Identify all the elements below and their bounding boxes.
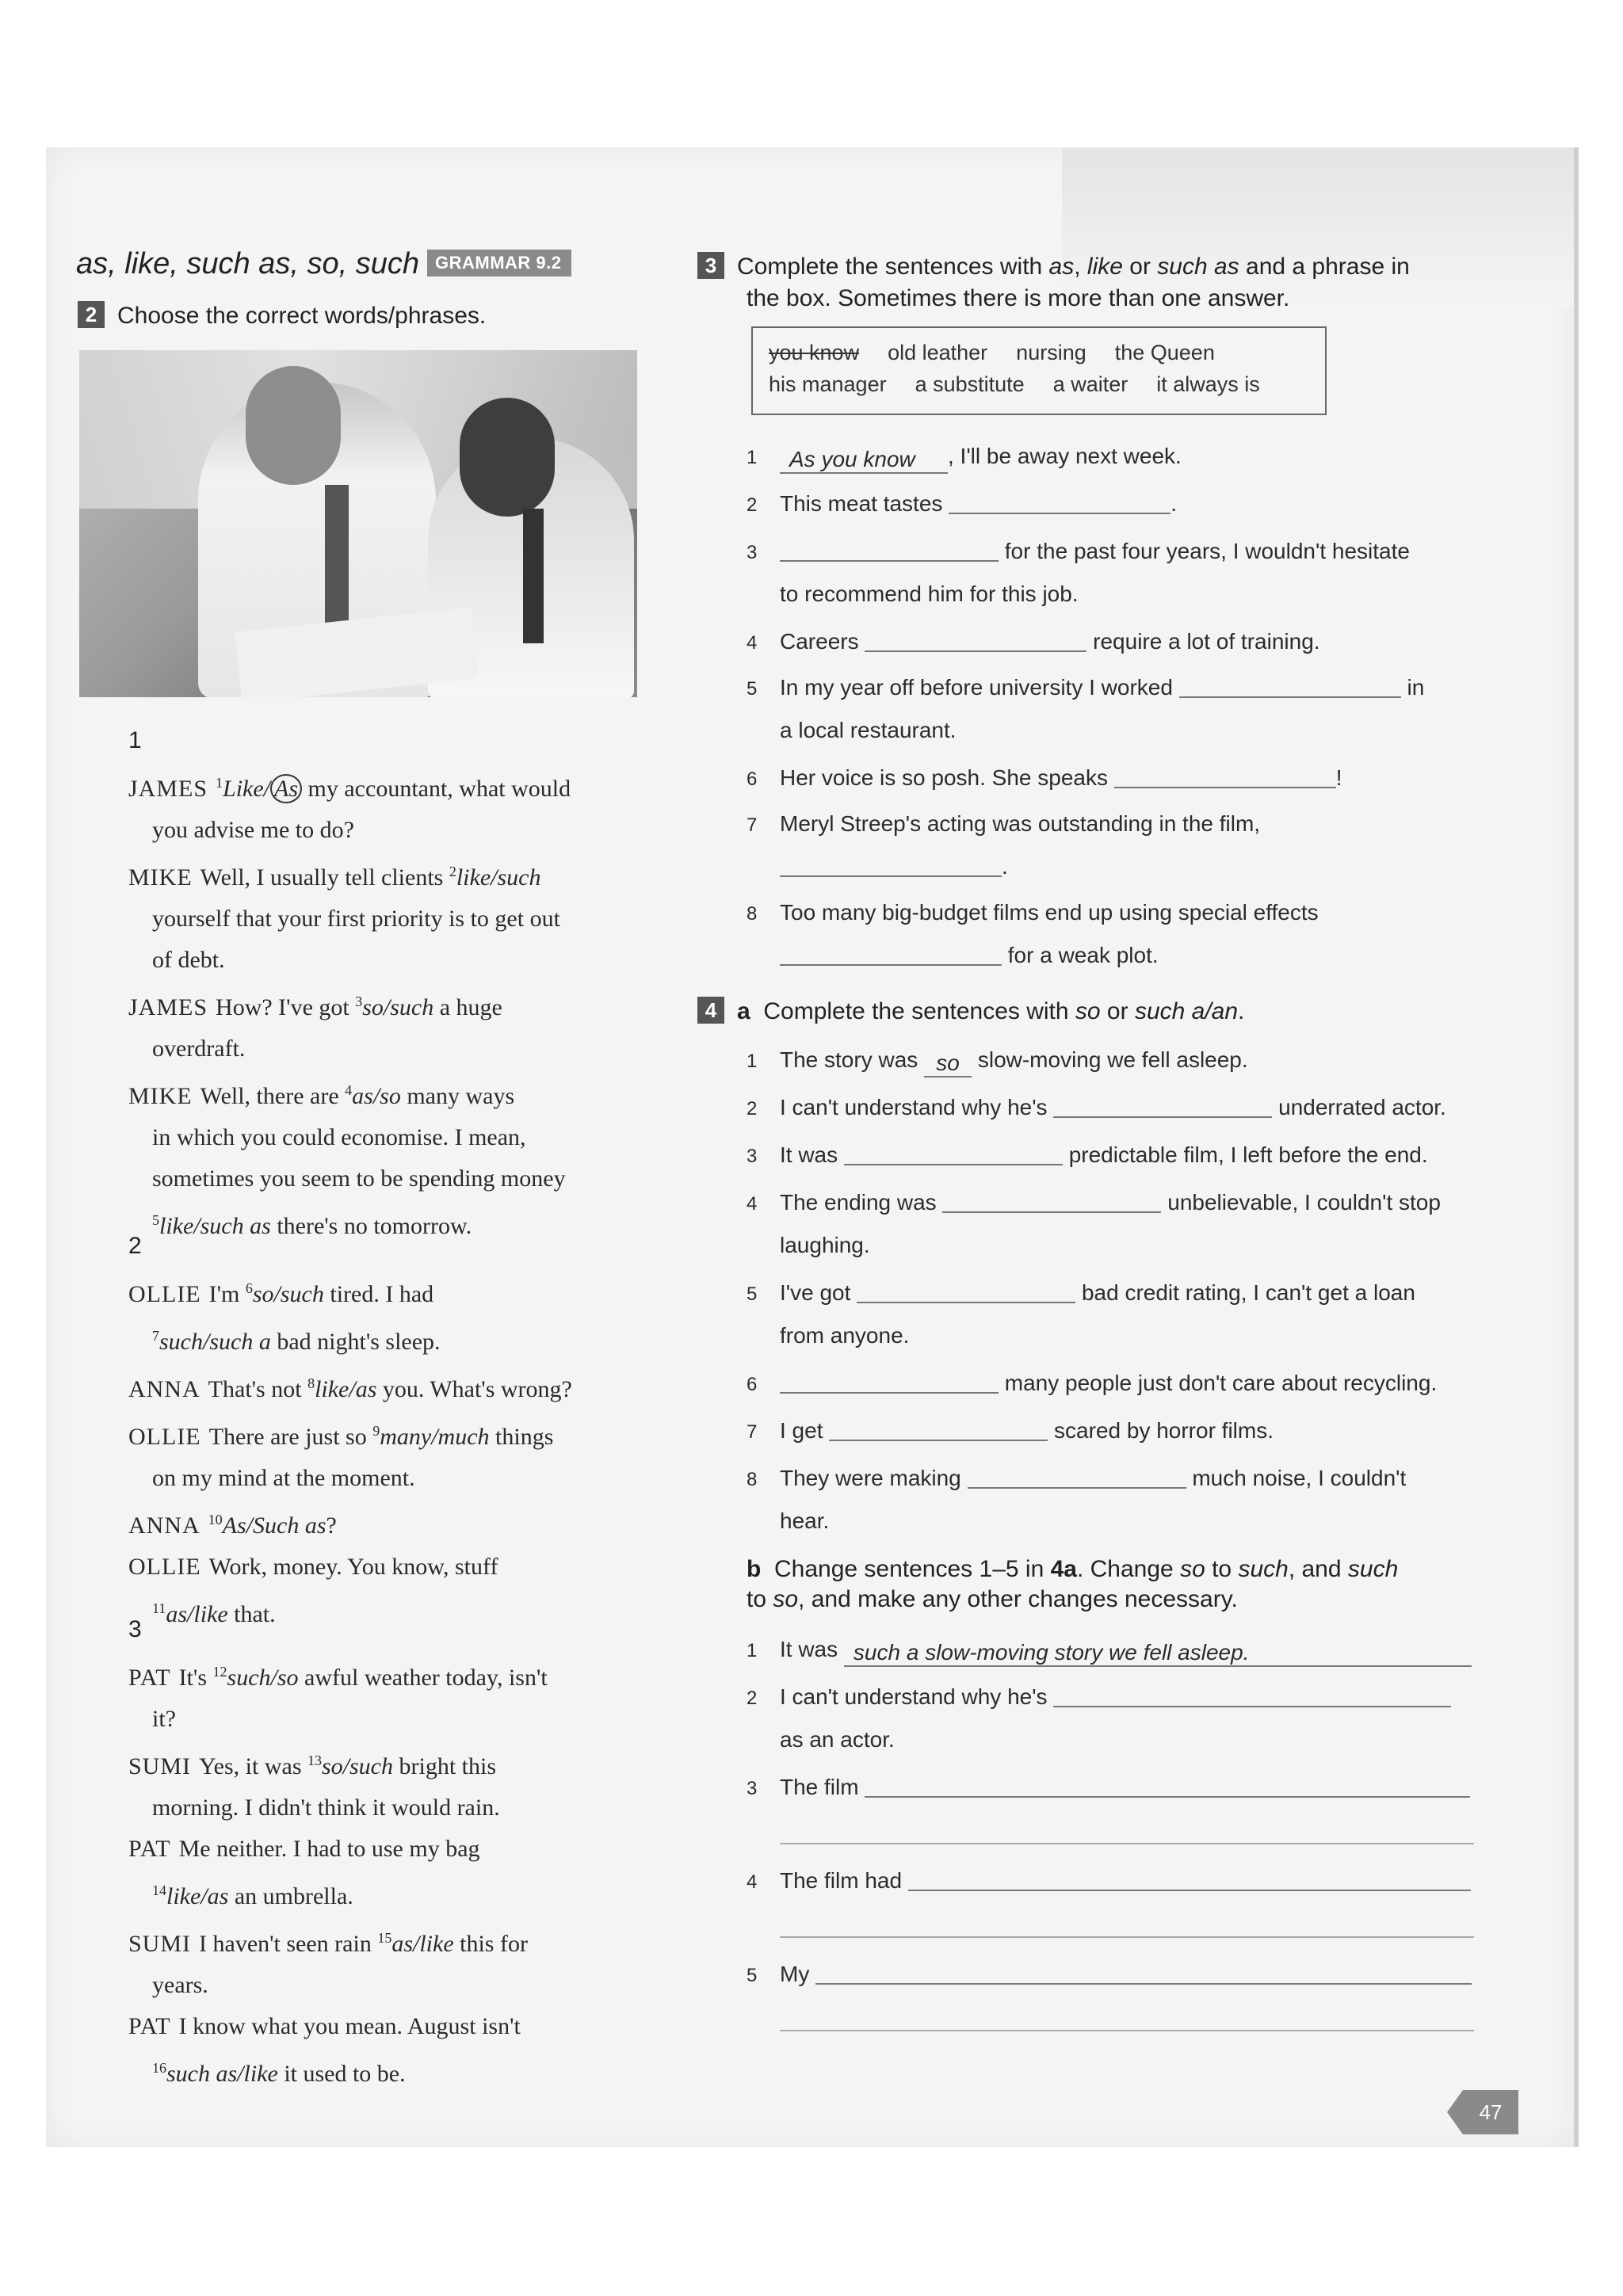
dialogue-line: ANNA $^{10}$As/Such as? — [128, 1512, 337, 1539]
answer-blank[interactable] — [1179, 696, 1401, 698]
word-box-item: his manager — [769, 372, 887, 396]
dialogue-1 — [128, 762, 571, 1247]
dialogue-line: $^{11}$as/like that. — [152, 1600, 276, 1627]
dialogue-line: OLLIE There are just so $^9$many/much things — [128, 1423, 554, 1450]
word-box-item: you know — [769, 341, 860, 364]
dialogue-line: PAT It's $^{12}$such/so awful weather today, isn't — [128, 1664, 548, 1691]
page-number: 47 — [1479, 2100, 1503, 2124]
exercise-4a-item: 8 They were making much noise, I couldn't — [747, 1466, 1407, 1490]
dialogue-line: yourself that your first priority is to get out — [152, 906, 560, 932]
answer-line[interactable]: such a slow-moving story we fell asleep. — [844, 1640, 1472, 1667]
answer-line[interactable] — [780, 2030, 1474, 2031]
exercise-3-item: 4 Careers require a lot of training. — [747, 629, 1320, 654]
dialogue-line: sometimes you seem to be spending money — [152, 1165, 566, 1192]
dialogue-line: SUMI I haven't seen rain $^{15}$as/like this for — [128, 1930, 528, 1957]
exercise-4b-instruction: b Change sentences 1–5 in 4a. Change so to such, and such — [747, 1556, 1399, 1582]
exercise-4b-item: 5 My — [747, 1962, 1472, 1987]
dialogue-line: MIKE Well, I usually tell clients $^2$like/such — [128, 864, 541, 891]
answer-blank[interactable] — [780, 560, 999, 562]
dialogue-line: $^5$like/such as there's no tomorrow. — [152, 1212, 472, 1239]
page-edge — [1574, 147, 1579, 2147]
exercise-number: 2 — [78, 301, 105, 328]
exercise-4a-item-cont: from anyone. — [780, 1323, 910, 1348]
exercise-4a-item-cont: laughing. — [780, 1233, 870, 1257]
answer-blank[interactable] — [857, 1302, 1075, 1303]
dialogue-line: in which you could economise. I mean, — [152, 1124, 526, 1150]
exercise-3-item-cont: . — [780, 854, 1008, 879]
section-heading — [76, 247, 571, 281]
dialogue-line: it? — [152, 1706, 176, 1732]
exercise-4b-item: 4 The film had — [747, 1868, 1471, 1894]
dialogue-line: ANNA That's not $^8$like/as you. What's wrong? — [128, 1375, 572, 1402]
exercise-4a-item: 4 The ending was unbelievable, I couldn't stop — [747, 1190, 1441, 1215]
exercise-3-item: 8 Too many big-budget films end up using special effects — [747, 900, 1319, 925]
dialogue-line: JAMES $^1$Like/ As my accountant, what would — [128, 775, 571, 802]
exercise-4b-item: 1 It was such a slow-moving story we fell asleep. — [747, 1637, 1472, 1667]
exercise-4a-instruction: 4 a Complete the sentences with so or such a/an. — [697, 997, 1244, 1027]
dialogue-line: $^{16}$such as/like it used to be. — [152, 2060, 406, 2087]
exercise-4a-item: 1 The story was so slow-moving we fell asleep. — [747, 1047, 1248, 1077]
answer-blank[interactable] — [1114, 787, 1336, 788]
exercise-number: 4 — [697, 997, 724, 1024]
dialogue-line: morning. I didn't think it would rain. — [152, 1794, 500, 1821]
answer-blank[interactable] — [780, 1392, 999, 1394]
exercise-3-item-cont: a local restaurant. — [780, 718, 957, 742]
word-box — [751, 326, 1327, 415]
answer-line[interactable] — [865, 1796, 1470, 1798]
word-box-item: a substitute — [915, 372, 1025, 396]
exercise-4b-item: 2 I can't understand why he's — [747, 1684, 1451, 1710]
business-men-photo — [79, 350, 637, 697]
exercise-4b-item-cont: as an actor. — [780, 1727, 895, 1752]
exercise-number: 3 — [697, 252, 724, 279]
dialogue-line: $^{14}$like/as an umbrella. — [152, 1882, 353, 1909]
dialogue-line: PAT Me neither. I had to use my bag — [128, 1836, 480, 1862]
word-box-item: nursing — [1016, 341, 1086, 364]
exercise-4a-item: 3 It was predictable film, I left before the end. — [747, 1142, 1428, 1167]
dialogue-number: 2 — [128, 1233, 142, 1259]
word-box-row — [769, 372, 1289, 397]
exercise-3-item: 3 for the past four years, I wouldn't hesitate — [747, 539, 1410, 563]
page-number-tab — [1463, 2090, 1518, 2134]
word-box-item: old leather — [888, 341, 988, 364]
dialogue-line: MIKE Well, there are $^4$as/so many ways — [128, 1082, 515, 1109]
exercise-3-item: 2 This meat tastes . — [747, 491, 1177, 516]
dialogue-line: of debt. — [152, 947, 225, 973]
dialogue-line: you advise me to do? — [152, 817, 354, 843]
answer-blank[interactable] — [844, 1164, 1063, 1165]
grammar-reference-badge: GRAMMAR 9.2 — [427, 250, 571, 277]
word-box-item: a waiter — [1052, 372, 1128, 396]
dialogue-line: JAMES How? I've got $^3$so/such a huge — [128, 994, 502, 1020]
exercise-4a-item: 5 I've got bad credit rating, I can't get a loan — [747, 1280, 1415, 1305]
answer-line[interactable] — [1053, 1706, 1451, 1707]
exercise-3-item: 7 Meryl Streep's acting was outstanding in the film, — [747, 811, 1261, 836]
exercise-2-instruction — [78, 301, 486, 331]
dialogue-line: overdraft. — [152, 1035, 246, 1062]
exercise-3-item: 1 As you know , I'll be away next week. — [747, 444, 1182, 474]
word-box-item: the Queen — [1114, 341, 1215, 364]
exercise-3-item-cont: for a weak plot. — [780, 943, 1159, 968]
answer-blank[interactable] — [865, 650, 1086, 652]
exercise-3-item: 6 Her voice is so posh. She speaks ! — [747, 765, 1342, 790]
dialogue-2 — [128, 1268, 572, 1635]
answer-blank[interactable] — [949, 513, 1170, 514]
heading-text: as, like, such as, so, such — [76, 247, 419, 280]
dialogue-line: PAT I know what you mean. August isn't — [128, 2013, 521, 2039]
dialogue-line: years. — [152, 1972, 208, 1998]
exercise-4b-item: 3 The film — [747, 1775, 1470, 1800]
exercise-3-instruction-cont: the box. Sometimes there is more than one answer. — [747, 285, 1290, 311]
dialogue-number: 1 — [128, 727, 142, 753]
word-box-item: it always is — [1156, 372, 1260, 396]
dialogue-line: SUMI Yes, it was $^{13}$so/such bright this — [128, 1753, 497, 1779]
answer-blank[interactable]: so — [924, 1051, 972, 1077]
answer-blank[interactable] — [780, 964, 1002, 966]
answer-blank[interactable]: As you know — [780, 447, 948, 474]
dialogue-line: OLLIE I'm $^6$so/such tired. I had — [128, 1280, 434, 1307]
instruction-text: Choose the correct words/phrases. — [117, 303, 487, 329]
scan-shadow — [1062, 147, 1575, 306]
dialogue-line: $^7$such/such a bad night's sleep. — [152, 1328, 441, 1355]
exercise-3-instruction: 3 Complete the sentences with as, like or such as and a phrase in — [697, 252, 1410, 282]
dialogue-line: on my mind at the moment. — [152, 1465, 415, 1491]
exercise-4b-instruction-cont: to so, and make any other changes necessary. — [747, 1586, 1238, 1612]
answer-line[interactable] — [780, 1843, 1474, 1844]
word-box-row — [769, 341, 1243, 365]
circled-answer: As — [270, 774, 302, 803]
answer-blank[interactable] — [942, 1211, 1161, 1213]
exercise-4a-item: 6 many people just don't care about recycling. — [747, 1371, 1438, 1395]
answer-blank[interactable] — [1053, 1116, 1272, 1118]
exercise-4a-item: 7 I get scared by horror films. — [747, 1418, 1274, 1443]
answer-blank[interactable] — [780, 875, 1002, 877]
answer-blank[interactable] — [968, 1487, 1186, 1489]
answer-line[interactable] — [780, 1936, 1474, 1938]
dialogue-3 — [128, 1651, 548, 2095]
answer-line[interactable] — [815, 1983, 1472, 1985]
exercise-3-item-cont: to recommend him for this job. — [780, 582, 1079, 606]
exercise-4a-item: 2 I can't understand why he's underrated actor. — [747, 1095, 1446, 1119]
dialogue-line: OLLIE Work, money. You know, stuff — [128, 1554, 498, 1580]
exercise-3-item: 5 In my year off before university I worked in — [747, 675, 1425, 700]
answer-line[interactable] — [908, 1890, 1471, 1891]
dialogue-number: 3 — [128, 1616, 142, 1642]
answer-blank[interactable] — [829, 1440, 1048, 1441]
exercise-4a-item-cont: hear. — [780, 1508, 830, 1533]
